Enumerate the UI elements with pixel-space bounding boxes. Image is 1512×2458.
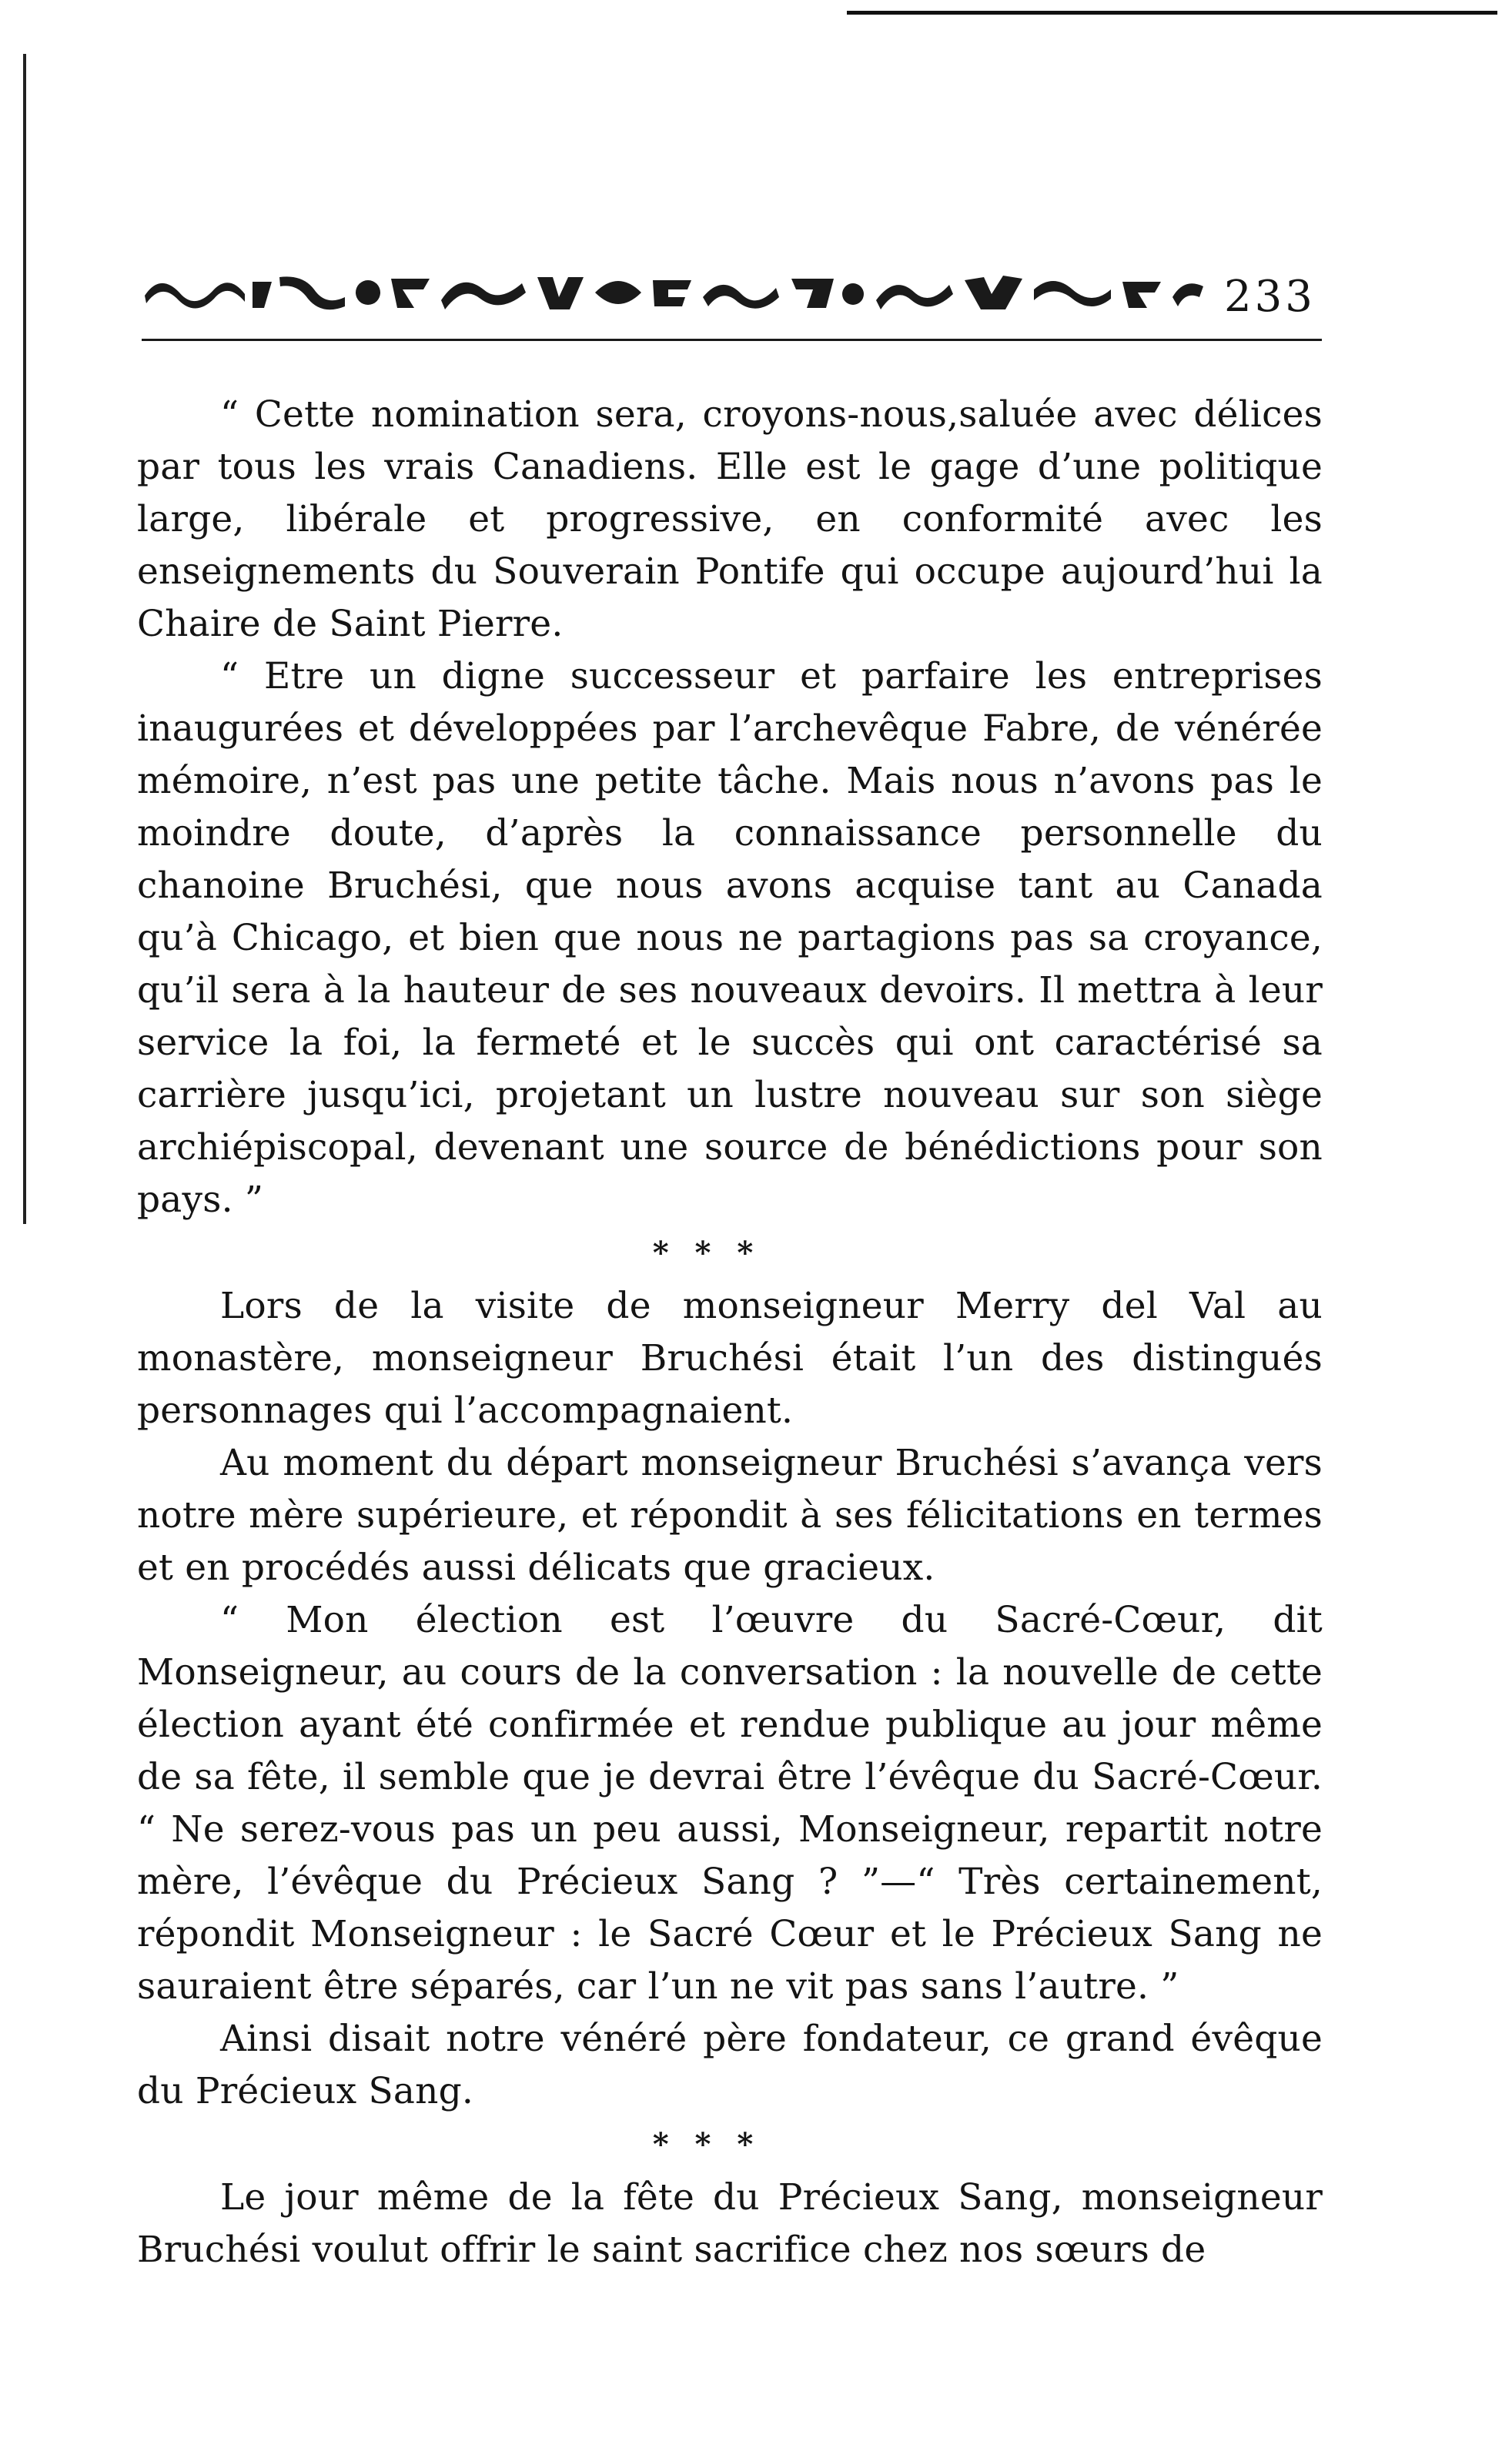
header-ornament: [137, 266, 1215, 317]
paragraph-1: “ Cette nomination sera, croyons-nous,saluée avec délices par tous les vrais Canadiens. Elle est le gage d’une politique large, libérale et progressive, en conformité avec les enseignements du Souverain Pontife qui occupe aujourd’hui la Chaire de Saint Pierre.: [137, 393, 1323, 645]
paragraph-4: Au moment du départ monseigneur Bruchési s’avança vers notre mère supérieure, et répondit à ses félicitations en termes et en procédés aussi délicats que gracieux.: [137, 1442, 1323, 1589]
asterism-1: * * *: [652, 1235, 761, 1271]
page-number: 233: [1224, 272, 1316, 322]
paragraph-3: Lors de la visite de monseigneur Merry del Val au monastère, monseigneur Bruchési était l’un des distingués personnages qui l’accompagnaient.: [137, 1285, 1323, 1432]
paragraph-5: “ Mon élection est l’œuvre du Sacré-Cœur, dit Monseigneur, au cours de la conversation : la nouvelle de cette élection ayant été confirmée et rendue publique au jour même de sa fête, il semble que je devrai être l’évêque du Sacré-Cœur. “ Ne serez-vous pas un peu aussi, Monseigneur, repartit notre mère, l’évêque du Précieux Sang ? ”—“ Très certainement, répondit Monseigneur : le Sacré Cœur et le Précieux Sang ne sauraient être séparés, car l’un ne vit pas sans l’autre. ”: [137, 1599, 1323, 2008]
left-binding-rule: [23, 54, 26, 1224]
top-scan-rule: [847, 11, 1497, 15]
header-rule: [142, 339, 1322, 341]
page-header: [137, 266, 1330, 320]
page-body: [137, 389, 1323, 2276]
paragraph-6: Ainsi disait notre vénéré père fondateur, ce grand évêque du Précieux Sang.: [137, 2018, 1323, 2112]
asterism-2: * * *: [652, 2126, 761, 2162]
paragraph-7: Le jour même de la fête du Précieux Sang, monseigneur Bruchési voulut offrir le saint sacrifice chez nos sœurs de: [137, 2176, 1323, 2271]
paragraph-2: “ Etre un digne successeur et parfaire les entreprises inaugurées et développées par l’archevêque Fabre, de vénérée mémoire, n’est pas une petite tâche. Mais nous n’avons pas le moindre doute, d’après la connaissance personnelle du chanoine Bruchési, que nous avons acquise tant au Canada qu’à Chicago, et bien que nous ne partagions pas sa croyance, qu’il sera à la hauteur de ses nouveaux devoirs. Il mettra à leur service la foi, la fermeté et le succès qui ont caractérisé sa carrière jusqu’ici, projetant un lustre nouveau sur son siège archiépiscopal, devenant une source de bénédictions pour son pays. ”: [137, 655, 1323, 1221]
